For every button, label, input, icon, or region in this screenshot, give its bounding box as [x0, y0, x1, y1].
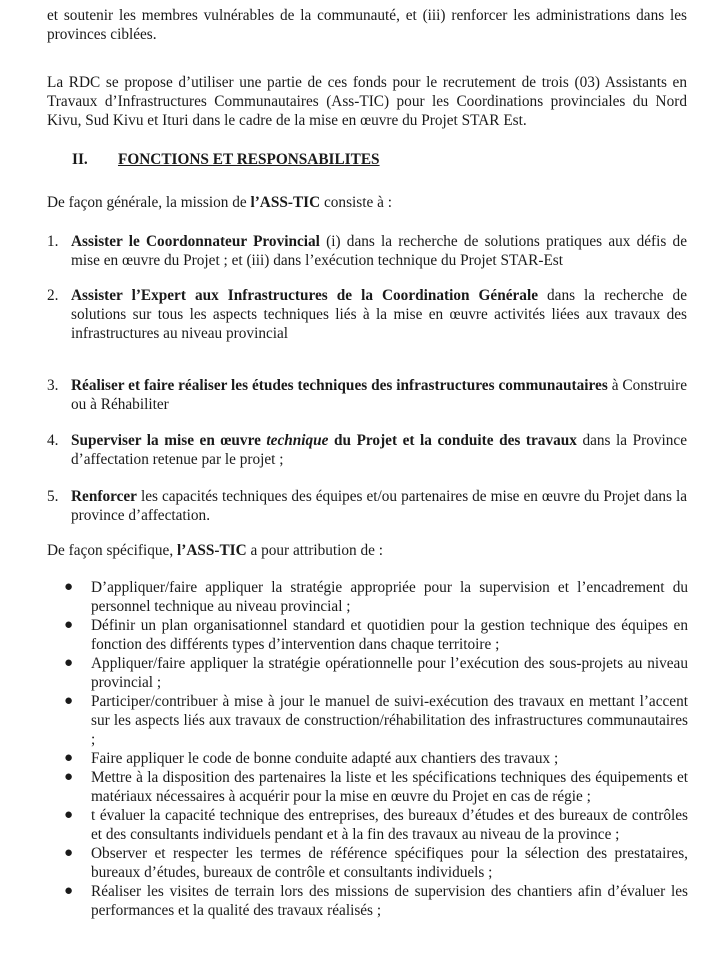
bullet-icon: ● — [64, 579, 74, 595]
item-bold: Réaliser et faire réaliser les études techniques des infrastructures communautaires — [71, 377, 608, 394]
intro-paragraph-1: et soutenir les membres vulnérables de la communauté, et (iii) renforcer les administrations dans les provinces ciblées. — [47, 7, 687, 43]
list-item-text: Réaliser les visites de terrain lors des missions de supervision des chantiers afin d’évaluer les performances et la qualité des travaux réalisés ; — [91, 883, 688, 919]
list-item — [58, 768, 688, 806]
numbered-item — [47, 376, 687, 414]
item-bold: Renforcer — [71, 488, 137, 505]
general-lead-text: De façon générale, la mission de — [47, 194, 251, 211]
numbered-item — [47, 487, 687, 525]
list-item — [58, 844, 688, 882]
item-bold-2: du Projet et la conduite des travaux — [328, 432, 577, 449]
list-item — [58, 806, 688, 844]
list-item — [58, 692, 688, 749]
section-number: II. — [72, 151, 88, 168]
numbered-item — [47, 232, 687, 270]
item-bold: Assister le Coordonnateur Provincial — [71, 233, 320, 250]
list-item-text: Faire appliquer le code de bonne conduite adapté aux chantiers des travaux ; — [91, 750, 559, 767]
list-item — [58, 654, 688, 692]
specific-lead — [47, 541, 687, 560]
list-item — [58, 749, 688, 768]
general-lead — [47, 193, 687, 212]
list-item-text: Définir un plan organisationnel standard et quotidien pour la gestion technique des équipes en fonction des différents types d’intervention dans chaque territoire ; — [91, 617, 688, 653]
bullet-icon: ● — [64, 807, 74, 823]
general-lead-end: consiste à : — [320, 194, 392, 211]
list-item-text: Appliquer/faire appliquer la stratégie opérationnelle pour l’exécution des sous-projets au niveau provincial ; — [91, 655, 688, 691]
specific-lead-end: a pour attribution de : — [246, 542, 384, 559]
item-bold: Superviser la mise en œuvre — [71, 432, 267, 449]
bullet-icon: ● — [64, 845, 74, 861]
specific-bullet-list — [58, 578, 688, 920]
section-title: FONCTIONS ET RESPONSABILITES — [118, 151, 380, 168]
list-item-text: D’appliquer/faire appliquer la stratégie appropriée pour la supervision et l’encadrement du personnel technique au niveau provincial ; — [91, 579, 688, 615]
list-item-text: Participer/contribuer à mise à jour le manuel de suivi-exécution des travaux en mettant l’accent sur les aspects liés aux travaux de construction/réhabilitation des infrastructures communautaires ; — [91, 693, 688, 748]
item-text: (i) dans la recherche de solutions pratiques aux défis de mise en œuvre du Projet ; et (iii) dans l’exécution technique du Projet STAR-Est — [71, 233, 687, 269]
item-text: les capacités techniques des équipes et/ou partenaires de mise en œuvre du Projet dans la province d’affectation. — [71, 488, 687, 524]
list-item-text: Observer et respecter les termes de référence spécifiques pour la sélection des prestataires, bureaux d’études, bureaux de contrôle et consultants individuels ; — [91, 845, 688, 881]
general-lead-role: l’ASS-TIC — [250, 194, 321, 211]
item-number: 3. — [47, 377, 59, 394]
item-text: dans la Province d’affectation retenue par le projet ; — [71, 432, 687, 468]
item-bold: Assister l’Expert aux Infrastructures de la Coordination Générale — [71, 287, 538, 304]
section-heading — [72, 150, 380, 169]
bullet-icon: ● — [64, 655, 74, 671]
bullet-icon: ● — [64, 617, 74, 633]
item-number: 5. — [47, 488, 59, 505]
bullet-icon: ● — [64, 883, 74, 899]
list-item — [58, 578, 688, 616]
specific-lead-role: l’ASS-TIC — [176, 542, 247, 559]
bullet-icon: ● — [64, 750, 74, 766]
specific-lead-text: De façon spécifique, — [47, 542, 177, 559]
item-italic: technique — [266, 432, 329, 449]
item-number: 4. — [47, 432, 59, 449]
numbered-item — [47, 431, 687, 469]
item-number: 1. — [47, 233, 59, 250]
bullet-icon: ● — [64, 769, 74, 785]
intro-paragraph-2: La RDC se propose d’utiliser une partie de ces fonds pour le recrutement de trois (03) Assistants en Travaux d’Infrastructures Communautaires (Ass-TIC) pour les Coordinations provinciales du Nord Kivu, Sud Kivu et Ituri dans le cadre de la mise en œuvre du Projet STAR Est. — [47, 74, 687, 129]
item-number: 2. — [47, 287, 59, 304]
numbered-item — [47, 286, 687, 343]
item-text: dans la recherche de solutions sur tous les aspects techniques liés à la mise en œuvre activités liées aux travaux des infrastructures au niveau provincial — [71, 287, 687, 342]
list-item — [58, 882, 688, 920]
list-item-text: t évaluer la capacité technique des entreprises, des bureaux d’études et des bureaux de contrôles et des consultants individuels pendant et à la fin des travaux au niveau de la province ; — [91, 807, 688, 843]
list-item-text: Mettre à la disposition des partenaires la liste et les spécifications techniques des équipements et matériaux nécessaires à acquérir pour la mise en œuvre du Projet en cas de régie ; — [91, 769, 688, 805]
bullet-icon: ● — [64, 693, 74, 709]
list-item — [58, 616, 688, 654]
item-text: à Construire ou à Réhabiliter — [71, 377, 687, 413]
